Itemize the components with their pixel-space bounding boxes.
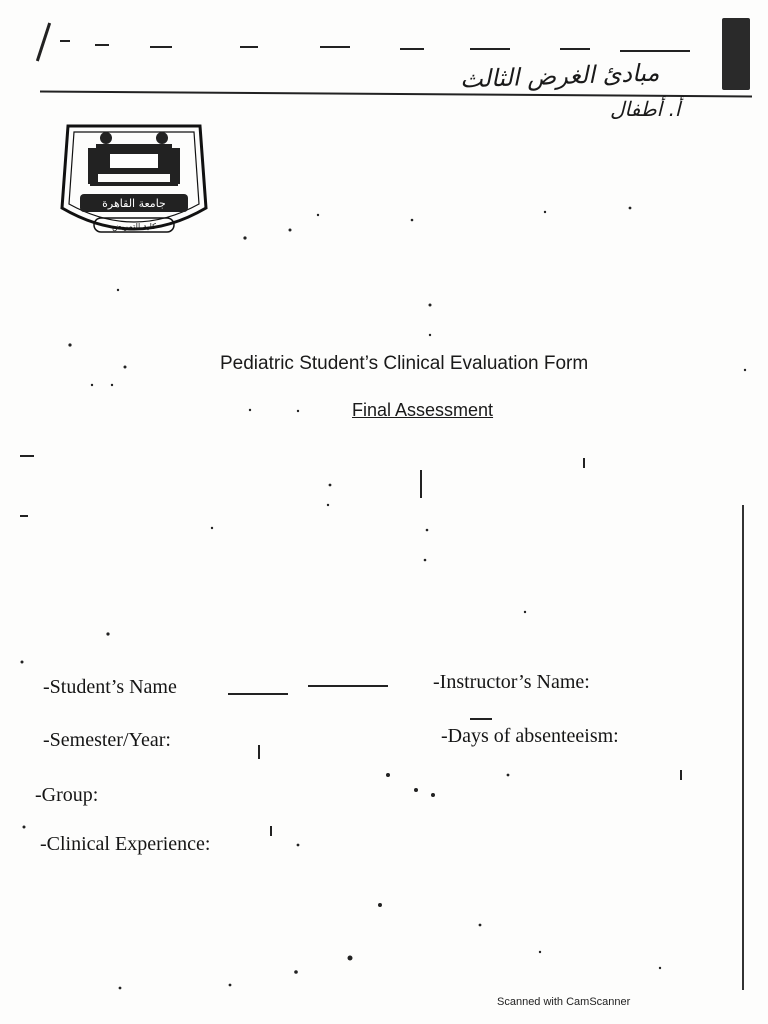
corner-scan-mark (722, 18, 750, 90)
group-label: -Group: (35, 784, 99, 806)
student-name-label: -Student’s Name (43, 676, 177, 698)
instructor-name-label: -Instructor’s Name: (433, 671, 590, 693)
form-subtitle: Final Assessment (352, 400, 494, 420)
form-title: Pediatric Student’s Clinical Evaluation Form (220, 353, 589, 374)
university-seal-icon (60, 118, 208, 248)
handwritten-note-line1: مبادئ الغرض الثالث (459, 58, 660, 94)
seal-university-name: جامعة القاهرة (102, 197, 166, 210)
clinical-experience-label: -Clinical Experience: (40, 833, 211, 855)
scanner-watermark: Scanned with CamScanner (497, 996, 631, 1008)
handwritten-note-line2: أ. أطفال (610, 97, 681, 121)
seal-faculty-name: كلية التمريض (112, 222, 156, 231)
semester-year-label: -Semester/Year: (43, 729, 171, 751)
right-border-line (742, 505, 744, 990)
days-absenteeism-label: -Days of absenteeism: (441, 725, 619, 747)
